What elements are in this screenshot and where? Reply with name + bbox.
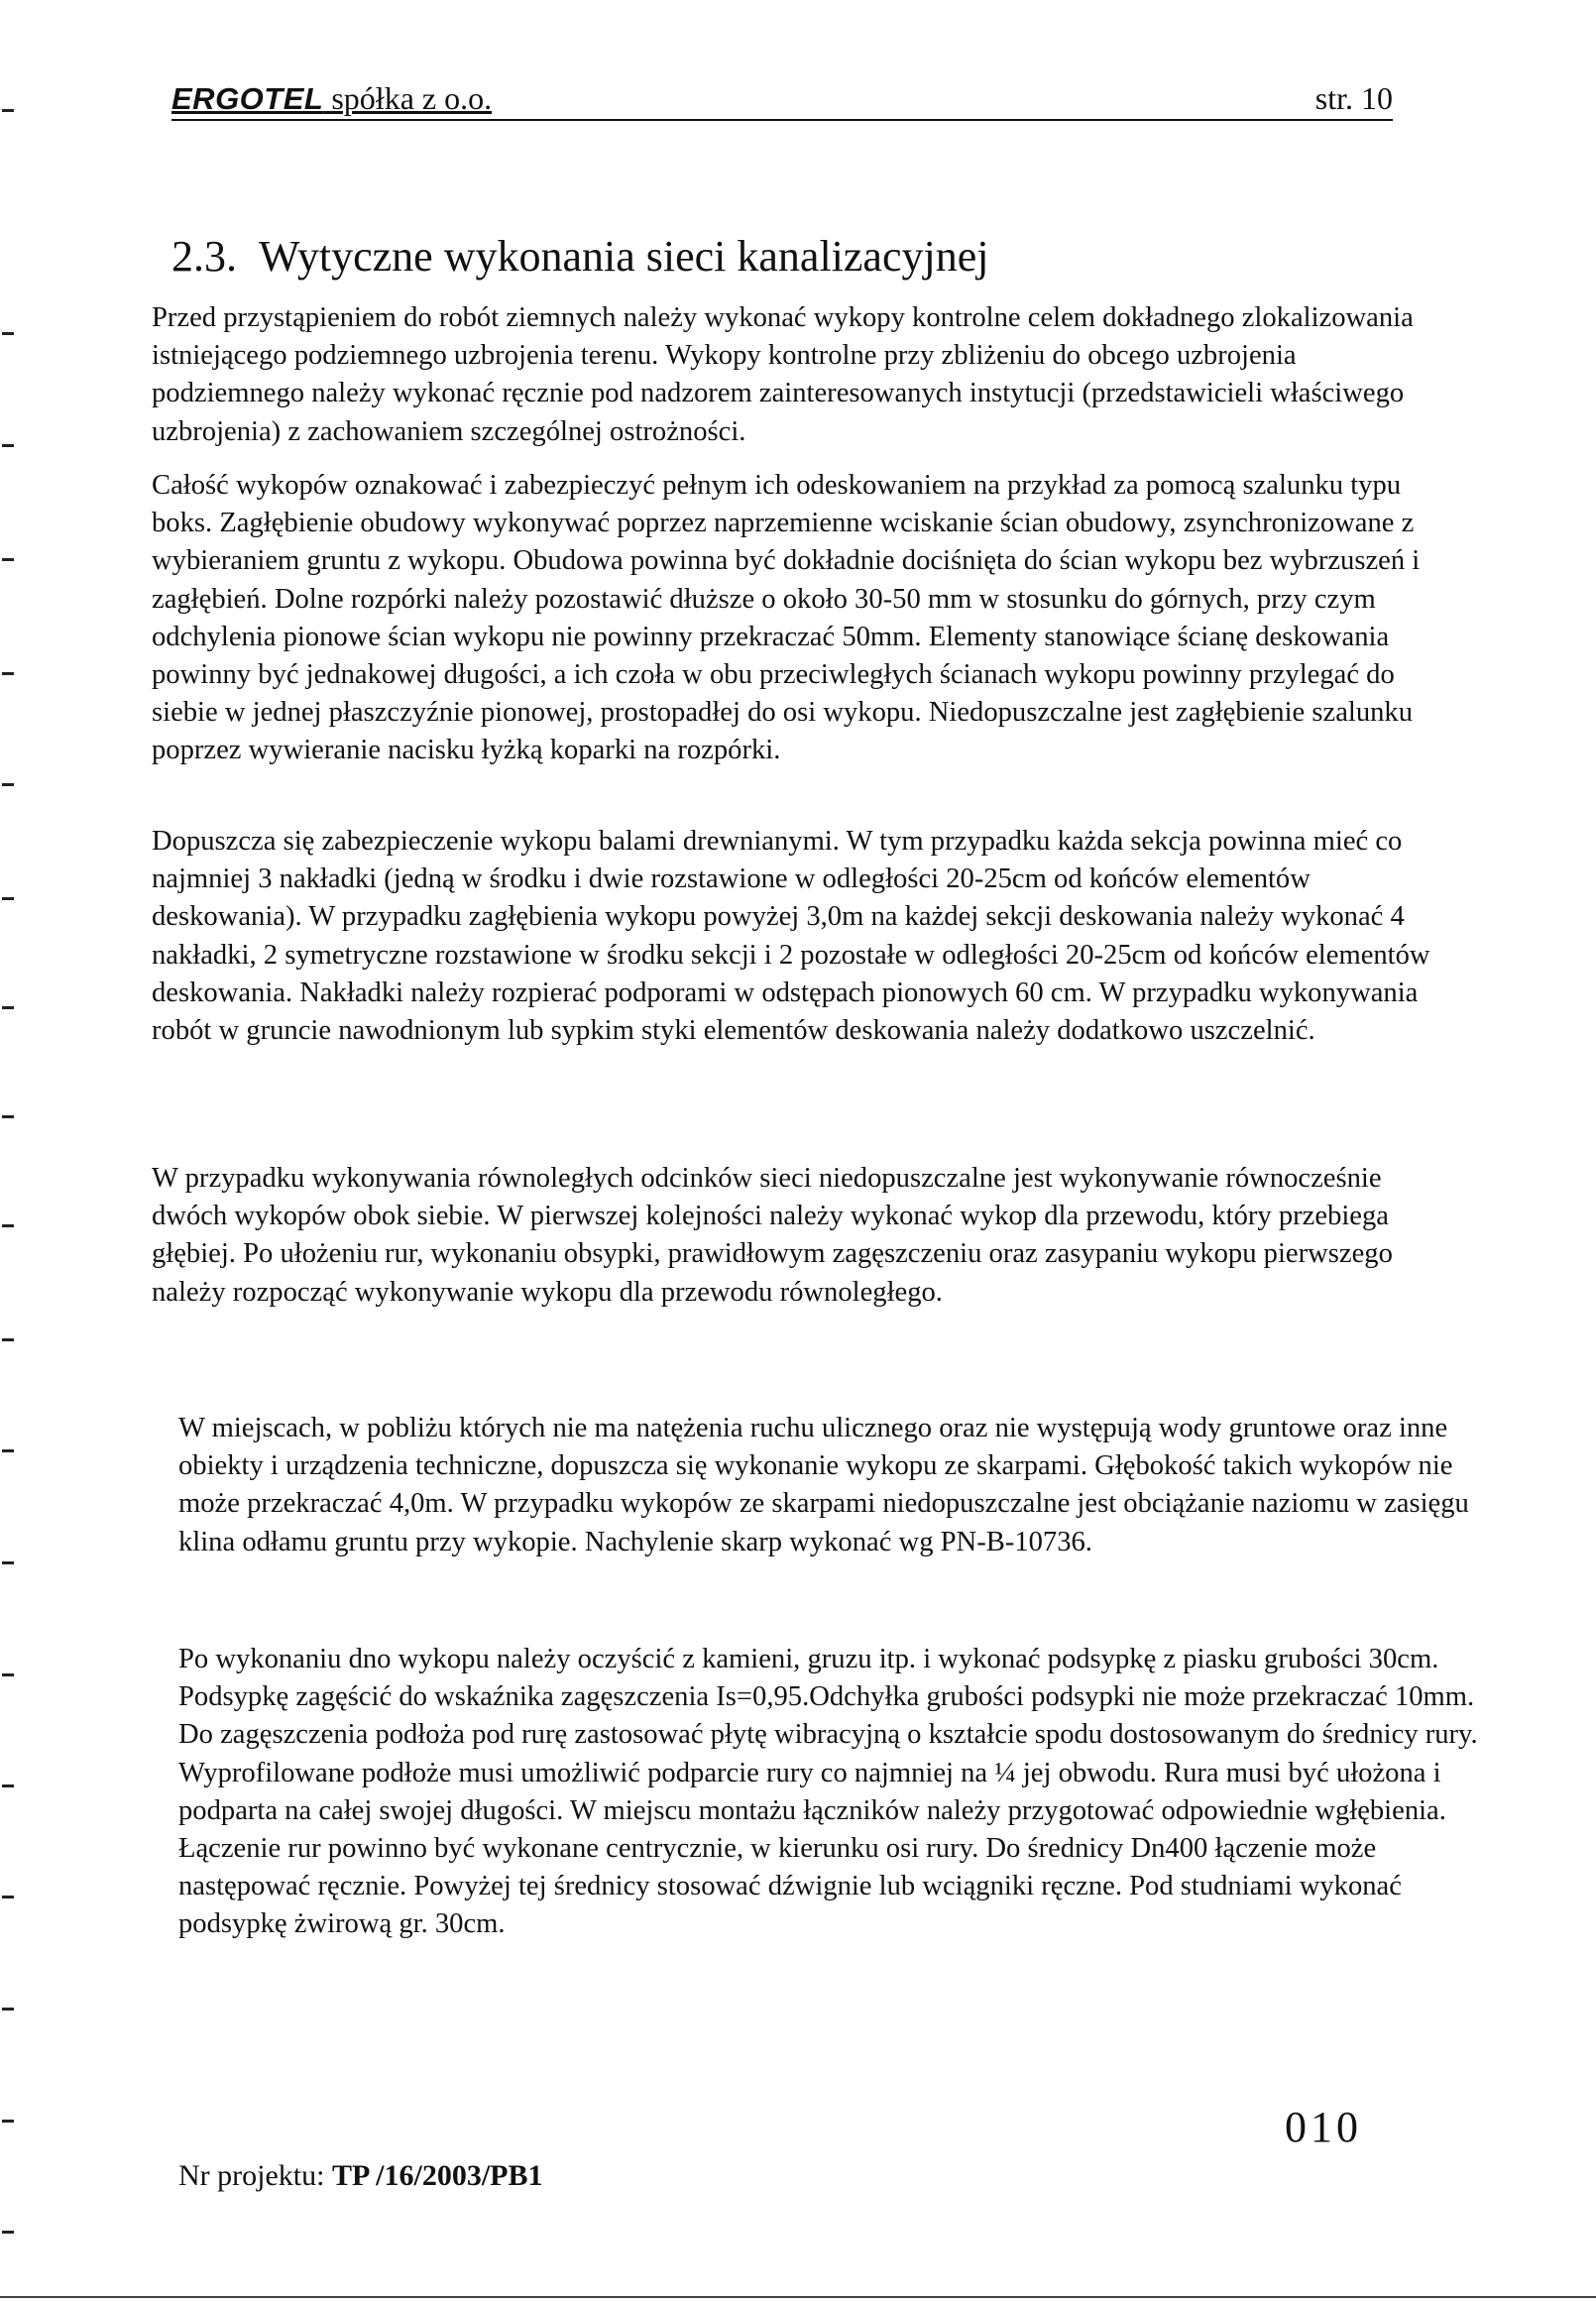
scan-bottom-edge <box>0 2296 1596 2298</box>
scan-edge-mark <box>2 1115 14 1118</box>
paragraph-sloped-excavations: W miejscach, w pobliżu których nie ma natężenia ruchu ulicznego oraz nie występują wody gruntowe oraz inne obiekty i urządzenia techniczne, dopuszcza się wykonanie wykopu ze skarpami. Głębokość takich wykopów nie może przekraczać 4,0m. W przypadku wykopów ze skarpami niedopuszczalne jest obciążanie naziomu w zasięgu klina odłamu gruntu przy wykopie. Nachylenie skarp wykonać wg PN-B-10736. <box>178 1413 1469 1557</box>
paragraph-parallel-sections: W przypadku wykonywania równoległych odcinków sieci niedopuszczalne jest wykonywanie równocześnie dwóch wykopów obok siebie. W pierwszej kolejności należy wykonać wykop dla przewodu, który przebiega głębiej. Po ułożeniu rur, wykonaniu obsypki, prawidłowym zagęszczeniu oraz zasypaniu wykopu pierwszego należy rozpocząć wykonywanie wykopu dla przewodu równoległego. <box>152 1163 1393 1308</box>
scan-edge-mark <box>2 897 14 900</box>
page-stamp: 010 <box>1285 2103 1362 2151</box>
scan-edge-mark <box>2 1673 14 1676</box>
paragraph-control-excavations: Przed przystąpieniem do robót ziemnych należy wykonać wykopy kontrolne celem dokładnego zlokalizowania istniejącego podziemnego uzbrojenia terenu. Wykopy kontrolne przy zbliżeniu do obcego uzbrojenia podziemnego należy wykonać ręcznie pod nadzorem zainteresowanych instytucji (przedstawicieli właściwego uzbrojenia) z zachowaniem szczególnej ostrożności. <box>152 302 1414 447</box>
project-reference <box>178 2159 543 2193</box>
scan-edge-mark <box>2 1338 14 1341</box>
scan-edge-mark <box>2 2008 14 2011</box>
scan-edge-mark <box>2 332 14 335</box>
paragraph-bedding: Po wykonaniu dno wykopu należy oczyścić z kamieni, gruzu itp. i wykonać podsypkę z piasku grubości 30cm. Podsypkę zagęścić do wskaźnika zagęszczenia Is=0,95.Odchyłka grubości podsypki nie może przekraczać 10mm. Do zagęszczenia podłoża pod rurę zastosować płytę wibracyjną o kształcie spodu dostosowanym do średnicy rury. Wyprofilowane podłoże musi umożliwić podparcie rury co najmniej na ¼ jej obwodu. Rura musi być ułożona i podparta na całej swojej długości. W miejscu montażu łączników należy przygotować odpowiednie wgłębienia. Łączenie rur powinno być wykonane centrycznie, w kierunku osi rury. Do średnicy Dn400 łączenie może następować ręcznie. Powyżej tej średnicy stosować dźwignie lub wciągniki ręczne. Pod studniami wykonać podsypkę żwirową gr. 30cm. <box>178 1644 1478 1940</box>
scan-edge-mark <box>2 558 14 561</box>
project-label: Nr projektu: <box>178 2159 332 2192</box>
scan-edge-mark <box>2 1006 14 1009</box>
company-legal-form: spółka z o.o. <box>323 80 493 116</box>
scan-edge-mark <box>2 1784 14 1787</box>
page-header <box>171 77 1393 121</box>
scan-edge-mark <box>2 1896 14 1899</box>
paragraph-timber-planks: Dopuszcza się zabezpieczenie wykopu balami drewnianymi. W tym przypadku każda sekcja powinna mieć co najmniej 3 nakładki (jedną w środku i dwie rozstawione w odległości 20-25cm od końców elementów deskowania). W przypadku zagłębienia wykopu powyżej 3,0m na każdej sekcji deskowania należy wykonać 4 nakładki, 2 symetryczne rozstawione w środku sekcji i 2 pozostałe w odległości 20-25cm od końców elementów deskowania. Nakładki należy rozpierać podporami w odstępach pionowych 60 cm. W przypadku wykonywania robót w gruncie nawodnionym lub sypkim styki elementów deskowania należy dodatkowo uszczelnić. <box>152 826 1430 1047</box>
section-heading <box>171 231 988 282</box>
scan-edge-mark <box>2 1449 14 1452</box>
page-number: str. 10 <box>1314 80 1393 116</box>
scan-edge-mark <box>2 1561 14 1564</box>
scan-edge-mark <box>2 2120 14 2123</box>
scan-edge-mark <box>2 2231 14 2234</box>
scan-edge-mark <box>2 672 14 675</box>
scan-edge-mark <box>2 783 14 786</box>
scan-edge-mark <box>2 1224 14 1227</box>
paragraph-excavation-shoring: Całość wykopów oznakować i zabezpieczyć pełnym ich odeskowaniem na przykład za pomocą szalunku typu boks. Zagłębienie obudowy wykonywać poprzez naprzemienne wciskanie ścian obudowy, zsynchronizowane z wybieraniem gruntu z wykopu. Obudowa powinna być dokładnie dociśnięta do ścian wykopu bez wybrzuszeń i zagłębień. Dolne rozpórki należy pozostawić dłuższe o około 30-50 mm w stosunku do górnych, przy czym odchylenia pionowe ścian wykopu nie powinny przekraczać 50mm. Elementy stanowiące ścianę deskowania powinny być jednakowej długości, a ich czoła w obu przeciwległych ścianach wykopu powinny przylegać do siebie w jednej płaszczyźnie pionowej, prostopadłej do osi wykopu. Niedopuszczalne jest zagłębienie szalunku poprzez wywieranie nacisku łyżką koparki na rozpórki. <box>152 470 1421 766</box>
scan-edge-mark <box>2 109 14 112</box>
scan-edge-mark <box>2 444 14 447</box>
project-number: TP /16/2003/PB1 <box>331 2159 543 2192</box>
company-name <box>171 80 492 117</box>
section-number: 2.3. <box>171 232 237 281</box>
section-title: Wytyczne wykonania sieci kanalizacyjnej <box>259 232 989 281</box>
company-logo-text: ERGOTEL <box>171 81 324 116</box>
